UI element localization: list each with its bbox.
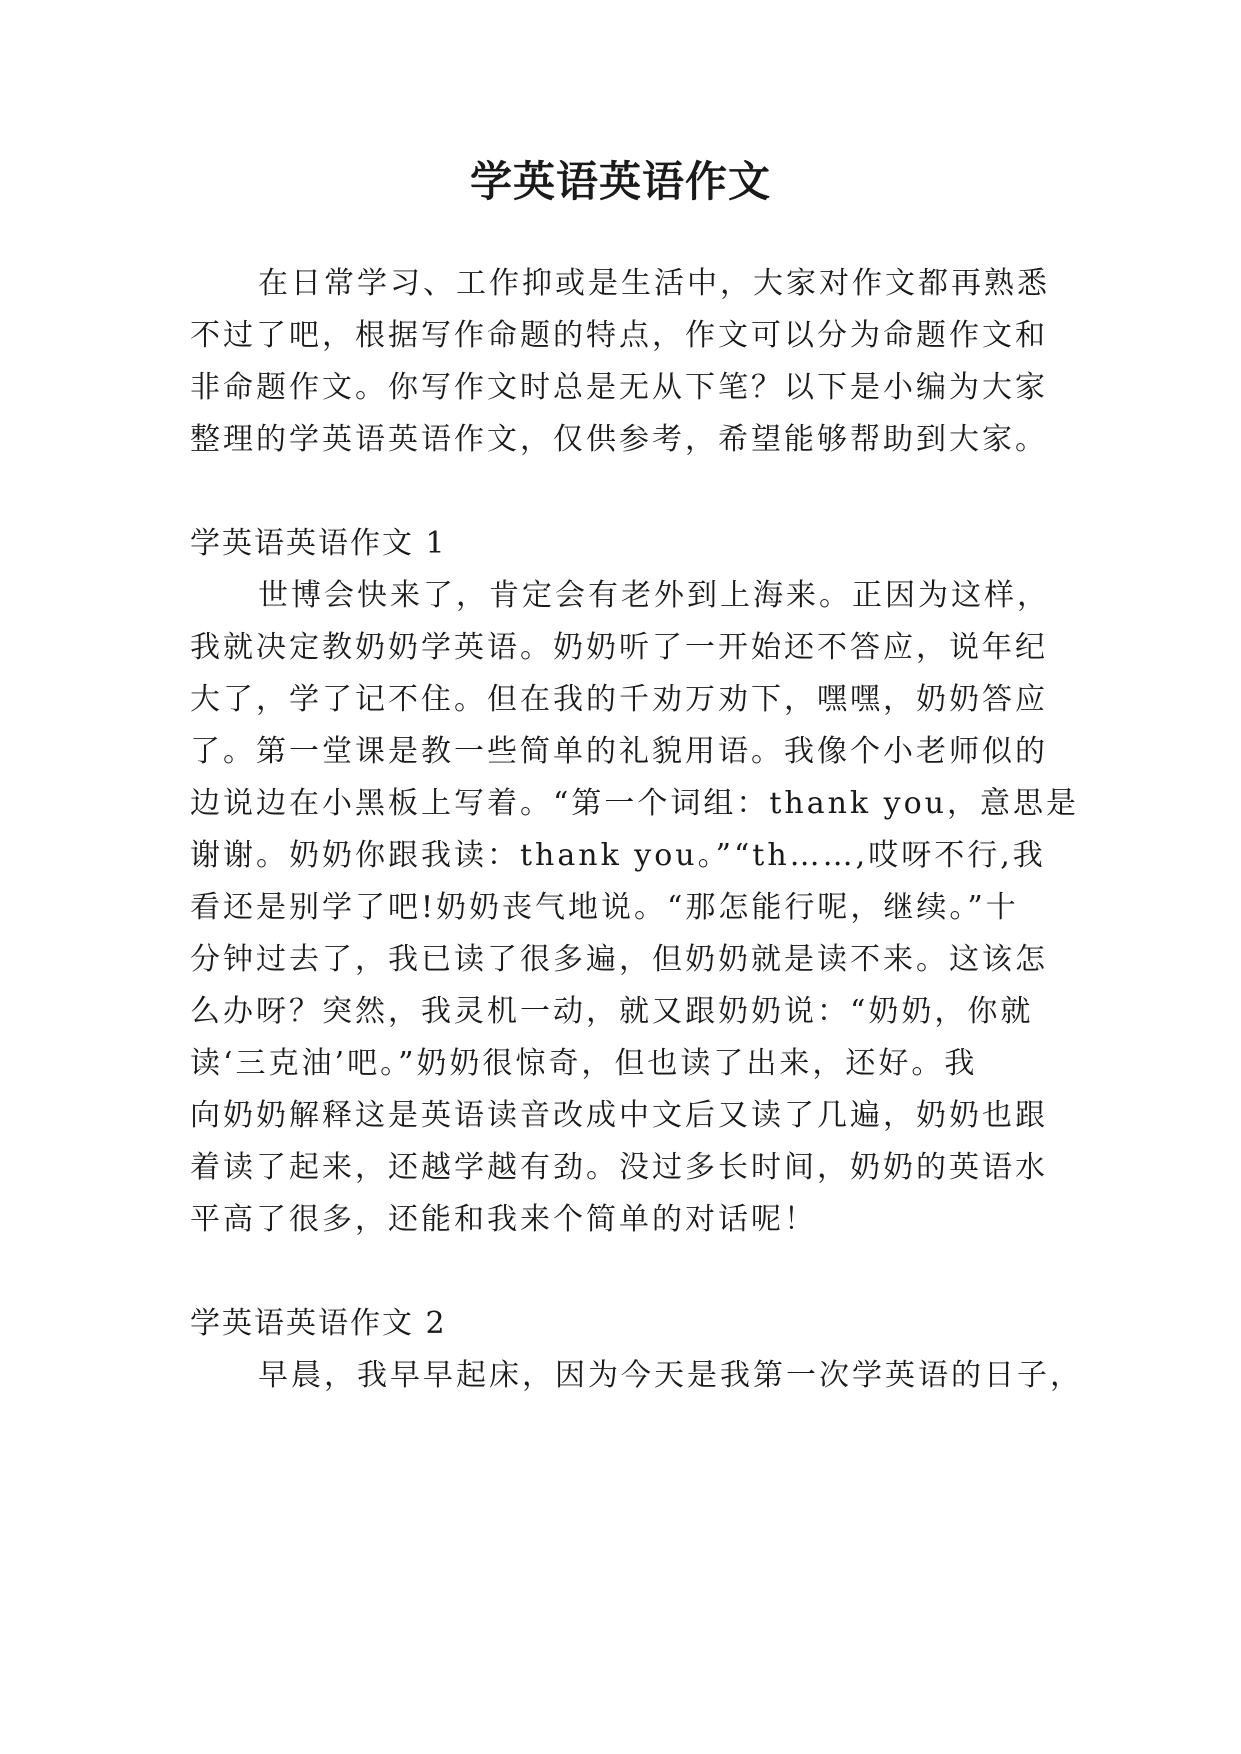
- essay-1-heading: 学英语英语作文 1: [190, 526, 447, 561]
- essay-1-line: 世博会快来了，肯定会有老外到上海来。正因为这样，: [258, 578, 1050, 613]
- essay-2-heading: 学英语英语作文 2: [190, 1306, 447, 1341]
- essay-1-line: 分钟过去了，我已读了很多遍，但奶奶就是读不来。这该怎: [190, 942, 1048, 977]
- document-title: 学英语英语作文: [469, 157, 771, 206]
- intro-line-3: 非命题作文。你写作文时总是无从下笔？以下是小编为大家: [190, 370, 1048, 405]
- intro-line-2: 不过了吧，根据写作命题的特点，作文可以分为命题作文和: [190, 318, 1048, 353]
- essay-1-line: 谢谢。奶奶你跟我读：thank you。”“th……,哎呀不行,我: [190, 838, 1046, 873]
- essay-1-line: 平高了很多，还能和我来个简单的对话呢！: [190, 1202, 817, 1237]
- intro-line-1: 在日常学习、工作抑或是生活中，大家对作文都再熟悉: [258, 266, 1050, 301]
- essay-1-line: 么办呀？突然，我灵机一动，就又跟奶奶说：“奶奶，你就: [190, 994, 1034, 1029]
- essay-1-line: 看还是别学了吧!奶奶丧气地说。“那怎能行呢，继续。”十: [190, 890, 1019, 925]
- essay-1-line: 读‘三克油’吧。”奶奶很惊奇，但也读了出来，还好。我: [190, 1046, 978, 1081]
- essay-1-line: 大了，学了记不住。但在我的千劝万劝下，嘿嘿，奶奶答应: [190, 682, 1048, 717]
- essay-1-line: 边说边在小黑板上写着。“第一个词组：thank you，意思是: [190, 786, 1079, 821]
- essay-1-line: 着读了起来，还越学越有劲。没过多长时间，奶奶的英语水: [190, 1150, 1048, 1185]
- essay-1-line: 了。第一堂课是教一些简单的礼貌用语。我像个小老师似的: [190, 734, 1048, 769]
- intro-line-4: 整理的学英语英语作文，仅供参考，希望能够帮助到大家。: [190, 422, 1048, 457]
- essay-1-line: 我就决定教奶奶学英语。奶奶听了一开始还不答应，说年纪: [190, 630, 1048, 665]
- essay-1-line: 向奶奶解释这是英语读音改成中文后又读了几遍，奶奶也跟: [190, 1098, 1048, 1133]
- essay-2-line: 早晨，我早早起床，因为今天是我第一次学英语的日子，: [258, 1358, 1083, 1393]
